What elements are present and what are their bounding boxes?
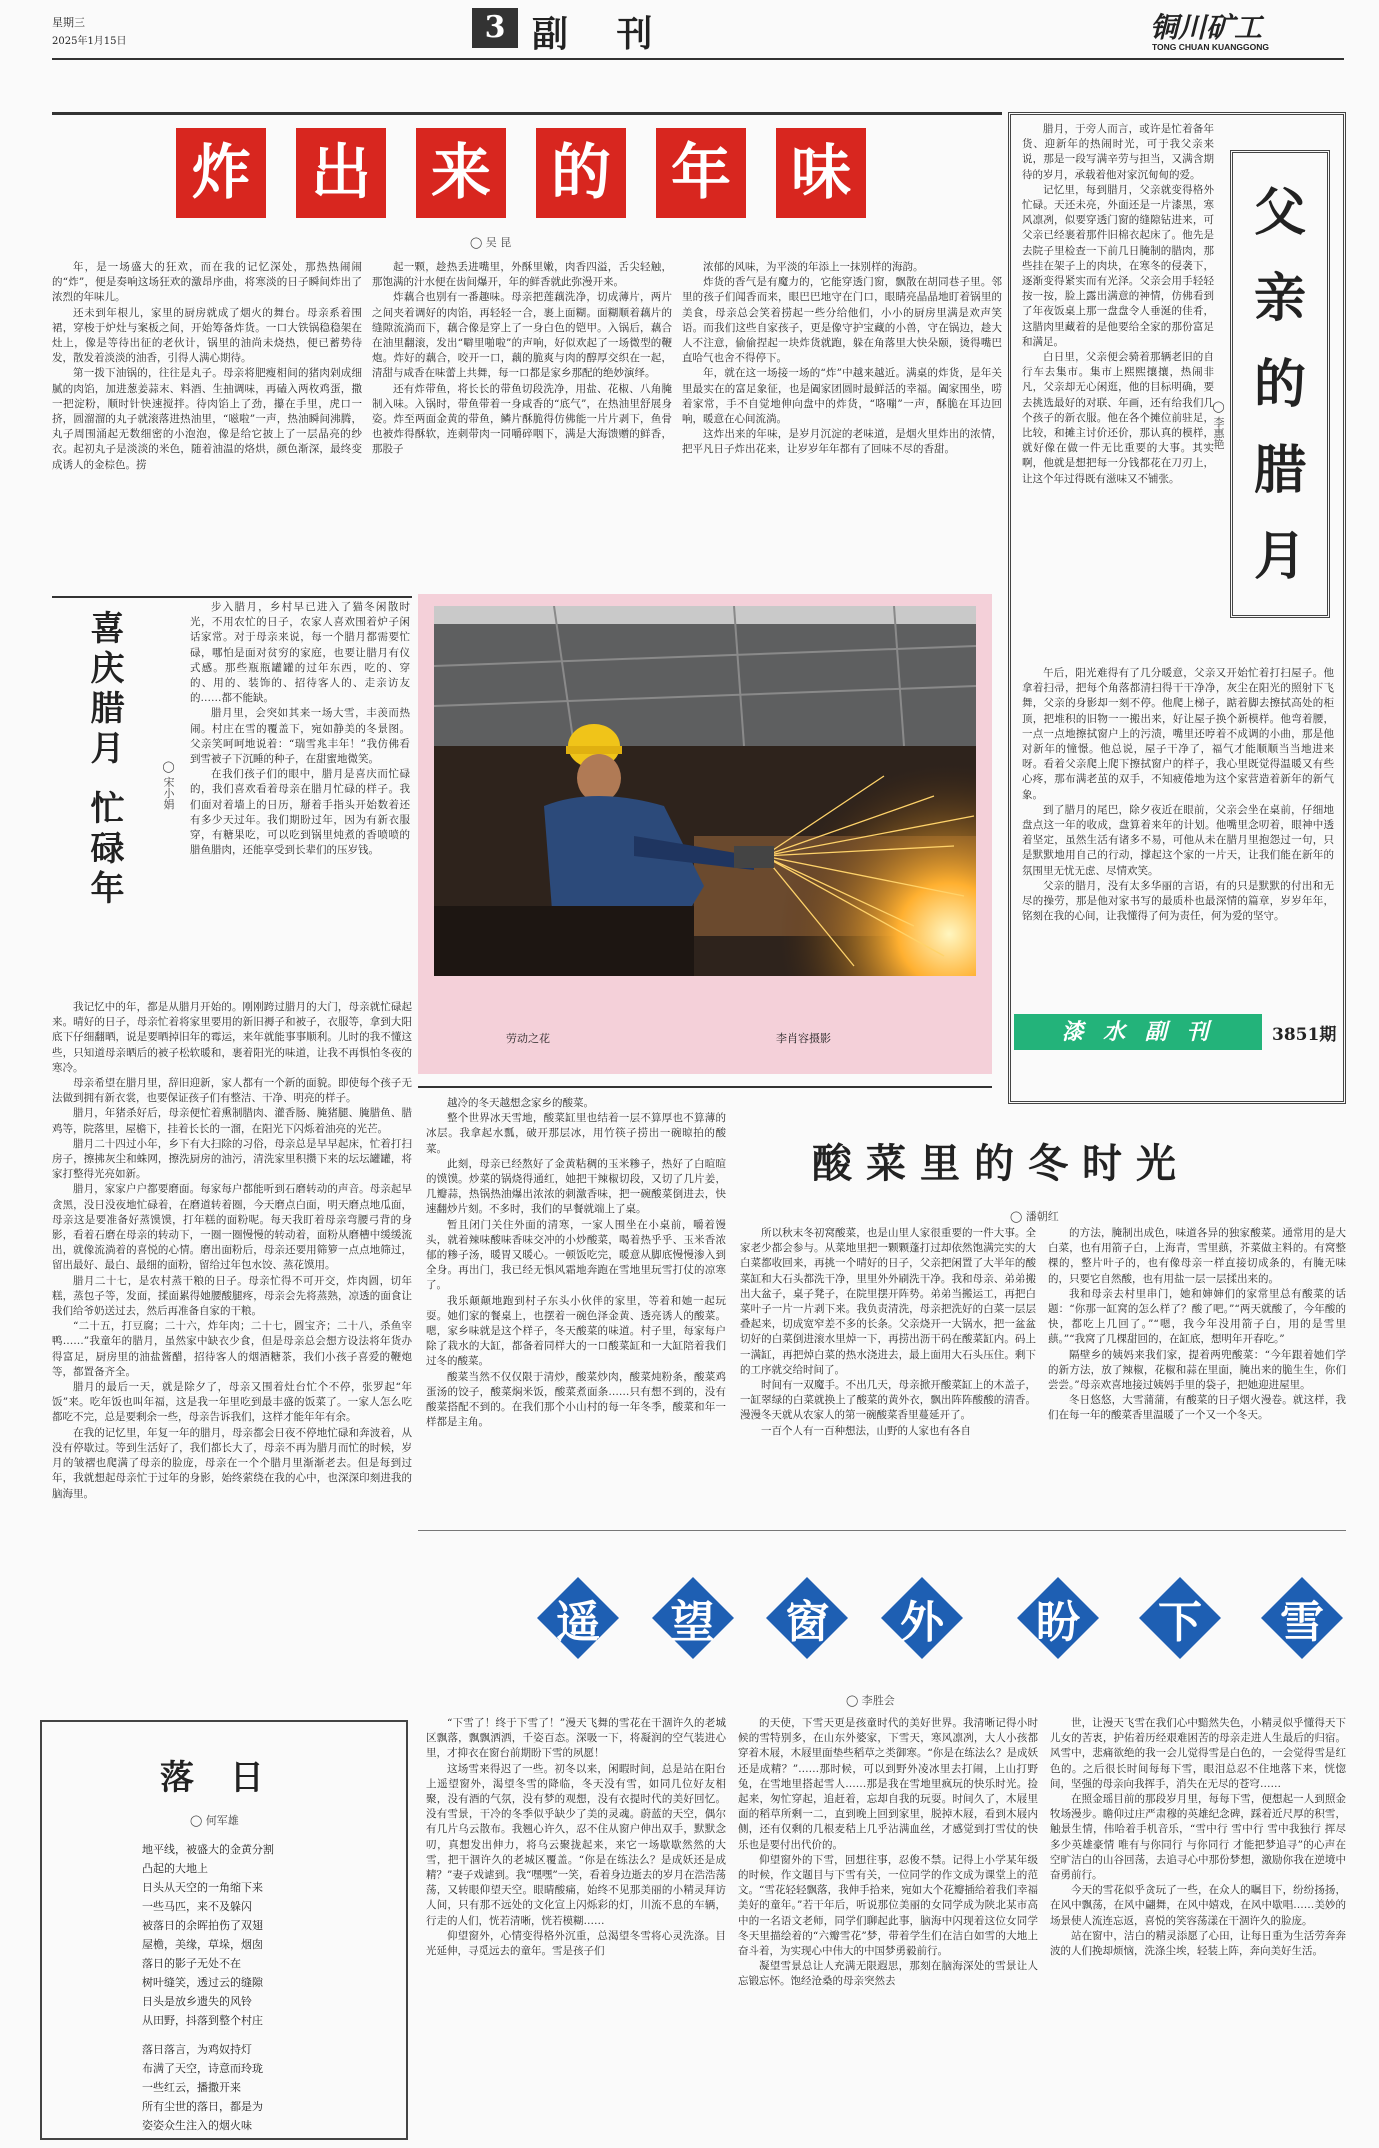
paragraph: 腊月二十七，是农村蒸干粮的日子。母亲忙得不可开交，炸肉圆，切年糕，蒸包子等，发面，揉面累得她腰酸腿疼，母亲会先将蒸熟，凉透的面食让我们给爷奶送过去，然后再准备自家的干粮。: [52, 1274, 412, 1318]
article1-col3: [682, 260, 1002, 530]
title-char: 亲: [1253, 268, 1306, 329]
article3-top-rule: [52, 596, 412, 598]
article5-title: 酸菜里的冬时光: [812, 1140, 1190, 1187]
title-char: 的: [1253, 354, 1306, 415]
article3-author: ◯ 宋小娟: [162, 760, 175, 810]
paragraph: 在我们孩子们的眼中，腊月是喜庆而忙碌的，我们喜欢看着母亲在腊月忙碌的样子。我们面对着墙上的日历，掰着手指头开始数着还有多少天过年。我们期盼过年，因为有新衣服穿，有糖果吃，可以吃到锅里炖煮的香喷喷的腊鱼腊肉，还能享受到长辈们的压岁钱。: [190, 768, 410, 857]
title-diamond-tile: 窗: [769, 1580, 845, 1656]
article6-title-right: [1020, 1580, 1340, 1666]
article6-col3: [1050, 1716, 1346, 2142]
issue-number: 3851期: [1272, 1025, 1337, 1045]
article2-upper: [1022, 122, 1214, 662]
masthead-date: 2025年1月15日: [52, 36, 127, 47]
poem-line: 屋檐，美缘，草垛，烟囱: [142, 1938, 263, 1951]
paragraph: 腊月，年猪杀好后，母亲便忙着熏制腊肉、灌香肠、腌猪腿、腌腊鱼、腊鸡等，院落里，屋檐下，挂着长长的一溜，在阳光下闪烁着油亮的光芒。: [52, 1107, 412, 1135]
paragraph: 世，让漫天飞雪在我们心中黯然失色，小精灵似乎懂得天下儿女的苦衷，护佑着历经艰难困苦的母亲走进人生最后的归宿。风雪中，悲痛欲绝的我一会儿觉得雪是白色的，一会觉得雪是红色的。之后很长时间每每下雪，眼泪总忍不住地落下来，恍惚间，坚强的母亲向我挥手，消失在无尽的苍穹……: [1050, 1717, 1346, 1790]
paragraph: 步入腊月，乡村早已进入了猫冬闲散时光，不用农忙的日子，农家人喜欢围着炉子闲话家常。对于母亲来说，每一个腊月都需要忙碌，哪怕是面对贫穷的家庭，也要让腊月有仪式感。那些瓶瓶罐罐的过年东西，吃的、穿的、用的、装饰的、招待客人的、走亲访友的……都不能缺。: [190, 601, 410, 705]
poem-line: 树叶缝笑，透过云的缝隙: [142, 1976, 263, 1989]
paragraph: 隔壁乡的姨妈来我们家，提着两兜酸菜：“今年跟着她们学的新方法，放了辣椒，花椒和蒜在里面，腌出来的脆生生，你们尝尝。”母亲欢喜地接过姨妈手里的袋子，把她迎进屋里。: [1048, 1348, 1346, 1392]
paragraph: 的天使，下雪天更是孩童时代的美好世界。我清晰记得小时候的雪特别多，在山东外婆家，下雪天，寒风凛冽，大人小孩都穿着木屐，木屐里面垫些稻草之类御寒。“你是在练法么？是成妖还是成精？”……那时候，可以到野外凌冰里去打闹，上山打野兔，在雪地里搭起雪人……那是我在雪地里疯玩的快乐时光。捡起来，匆忙穿起，追赶着，忘却自我的玩耍。时间久了，木屐里面的稻草所剩一二，直到晚上回到家里，脱掉木屐，看到木屐内侧，还有仅剩的几根麦秸上几乎沾满血丝，才感觉到打雪仗的快乐也是要付出代价的。: [738, 1717, 1038, 1851]
article6-top-rule: [418, 1530, 1346, 1531]
article5-top-rule: [418, 1086, 992, 1088]
title-diamond-tile: 盼: [1020, 1580, 1096, 1656]
paragraph: 站在窗中，洁白的精灵添愿了心田，让每日重为生活劳奔奔波的人们挽却烦恼，洗涤尘埃，轻装上阵，奔向美好生活。: [1050, 1929, 1346, 1958]
poem-line: 落日的影子无处不在: [142, 1957, 241, 1970]
paragraph: “下雪了！终于下雪了！”漫天飞舞的雪花在干涸许久的老城区飘落，飘飘洒洒，千姿百态。深吸一下，将凝润的空气装进心里，才抑衣在窗台前期盼下雪的夙愿！: [426, 1717, 726, 1760]
poem-line: 一些马匹，来不及躲闪: [142, 1900, 252, 1913]
title-diamond-tile: 外: [884, 1580, 960, 1656]
title-char-tile: 的: [536, 128, 626, 218]
article1-author: ◯ 吴 昆: [470, 236, 512, 249]
paragraph: 炸藕合也别有一番趣味。母亲把莲藕洗净，切成薄片，两片之间夹着调好的肉馅，再轻轻一合，裹上面糊。面糊顺着藕片的缝隙流淌而下，藕合像是穿上了一身白色的铠甲。入锅后，藕合在油里翻滚，发出“噼里啪啦”的声响，好似欢起了一场微型的鞭炮。炸好的藕合，咬开一口，藕的脆爽与肉的醇厚交织在一起，清甜与咸香在味蕾上共舞，每一口都是家乡那配的绝妙演绎。: [372, 291, 672, 380]
paragraph: 我记忆中的年，都是从腊月开始的。刚刚跨过腊月的大门，母亲就忙碌起来。晴好的日子，母亲忙着将家里要用的新旧褥子和被子，衣服等，拿到大阳底下仔细翻晒，说是要晒掉旧年的霉运，来年就能事事顺利。儿时的我不懂这些，只知道母亲晒后的被子松软暖和，裹着阳光的味道，让我不再惧怕冬夜的寒冷。: [52, 1001, 412, 1074]
poem-line: 日头是放乡遗失的风铃: [142, 1995, 252, 2008]
poem-line: 凸起的大地上: [142, 1862, 208, 1875]
paper-name-logo: 铜川矿工: [1150, 11, 1263, 44]
photo-worker-grinding: [434, 606, 976, 976]
article6-col2: [738, 1716, 1038, 2142]
article4-stanza1: [142, 1840, 274, 2030]
paragraph: 腊月的最后一天，就是除夕了，母亲又围着灶台忙个不停，张罗起“年饭”来。吃年饭也叫年福，这是我一年里吃到最丰盛的饭菜了。一家人怎么吃都吃不完，总是要剩余一些，母亲告诉我们，这样才能年年有余。: [52, 1381, 412, 1424]
masthead-weekday: 星期三: [52, 16, 85, 29]
title-char-tile: 味: [776, 128, 866, 218]
paragraph: 腊月，家家户户都要磨面。每家每户都能听到石磨转动的声音。母亲起早贪黑，没日没夜地忙碌着，在磨道转着圈，今天磨点白面，明天磨点地瓜面，母亲这是要准备好蒸馍馍，打年糕的面粉呢。每天我盯着母亲弯腰弓背的身影，看着石磨在母亲的转动下，一圈一圈慢慢的转动着，面粉从磨槽中缓缓流出，就像流淌着的喜悦的心情。磨出面粉后，母亲还要用筛箩一点点地筛过，留出最好、最白、最细的面粉，留给过年包水饺、蒸花馍用。: [52, 1183, 412, 1272]
paragraph: 的方法，腌制出成色，味道各异的独家酸菜。通常用的是大白菜，也有用箭子白，上海青，雪里蕻，芥菜做主料的。有窝整棵的，整片叶子的，也有像母亲一样直接切成条的，有腌无味的，只要它自然酸，也有用盐一层一层揉出来的。: [1048, 1227, 1346, 1285]
paragraph: 这场雪来得迟了一些。初冬以来，闲暇时间，总是站在阳台上遥望窗外，渴望冬雪的降临，冬天没有雪，如同几位好友相聚，没有酒的气氛，没有梦的观想，没有衣提时代的美好回忆。没有雪景，干冷的冬季似乎缺少了美的灵魂。蔚蓝的天空，偶尔有几片乌云散布。我翘心许久，忍不住从窗户伸出双手，默默念叨，真想发出伸力，将乌云聚拢起来，来它一场歇歇然然的大雪，把干涸许久的老城区覆盖。“你是在练法么？是成妖还是成精？”妻子戏谑到。我“嘿嘿”一笑，看着身边逝去的岁月在浩浩荡荡，又转眼仰望天空。眼睛酸痛，始终不见那美丽的小精灵拜访人间，只有那不远处的文化宣上闪烁彩的灯，川流不息的车辆，行走的人们，恍若清晰，恍若模糊……: [426, 1762, 726, 1927]
paragraph: 记忆里，每到腊月，父亲就变得格外忙碌。天还未亮，外面还是一片漆黑，寒风凛冽，似要穿透门窗的缝隙钻进来，可父亲已经裹着那件旧棉衣起床了。他先是去院子里检查一下前几日腌制的腊肉，那些挂在架子上的肉块，在寒冬的侵袭下，逐渐变得紧实而有光泽。父亲会用手轻轻按一按，脸上露出满意的神情，仿佛看到了年夜饭桌上那一盘盘令人垂涎的佳肴，这腊肉里藏着的是他要给全家的那份富足和满足。: [1022, 183, 1214, 348]
article4-stanza2: [142, 2040, 263, 2135]
paragraph: 今天的雪花似乎贪玩了一些，在众人的瞩目下，纷纷扬扬，在风中飘荡，在风中翩舞，在风中嬉戏，在风中歇唱……美妙的场景使人流连忘返，喜悦的笑容荡漾在干涸许久的脸庞。: [1050, 1884, 1346, 1927]
article1-col2: [372, 260, 672, 530]
poem-line: 落日落言，为鸡奴持灯: [142, 2043, 252, 2056]
poem-line: 姿姿众生注入的烟火味: [142, 2119, 252, 2132]
poem-line: 所有尘世的落日，都是为: [142, 2100, 263, 2113]
paragraph: 冬日悠悠，大雪蒲蒲，有酸菜的日子烟火漫卷。就这样，我们在每一年的酸菜香里温暖了一个又一个冬天。: [1048, 1394, 1346, 1422]
paragraph: 炸货的香气是有魔力的，它能穿透门窗，飘散在胡同巷子里。邻里的孩子们闻香而来，眼巴巴地守在门口，眼睛亮晶晶地盯着锅里的美食，母亲总会笑着捞起一些分给他们，小小的厨房里满是欢声笑语。而我们这些自家孩子，更是像守护宝藏的小兽，守在锅边，趁大人不注意，偷偷捏起一块炸货就跑，躲在角落里大快朵颐，烫得嘴巴直哈气也舍不得停下。: [682, 276, 1002, 365]
title-char-tile: 来: [416, 128, 506, 218]
paragraph: 母亲希望在腊月里，辞旧迎新，家人都有一个新的面貌。即使每个孩子无法做到拥有新衣裳，也要保证孩子们有整洁、干净、明亮的样子。: [52, 1077, 412, 1105]
article5-col-right: [1048, 1226, 1346, 1516]
paragraph: 腊月，于旁人而言，或许是忙着备年货、迎新年的热闹时光，可于我父亲来说，那是一段写满辛劳与担当，又满含期待的岁月，承载着他对家沉甸甸的爱。: [1022, 123, 1214, 181]
title-char-tile: 出: [296, 128, 386, 218]
paragraph: 父亲的腊月，没有太多华丽的言语，有的只是默默的付出和无尽的操劳，那是他对家书写的最质朴也最深情的篇章，岁岁年年，铭刻在我的心间，让我懂得了何为责任，何为爱的坚守。: [1022, 879, 1334, 923]
article1-col1: [52, 260, 362, 530]
article3-title-col2: 忙碌年: [84, 790, 124, 910]
supplement-banner: 漆 水 副 刊: [1014, 1014, 1262, 1050]
paragraph: “二十五，打豆腐；二十六，炸年肉；二十七，圆宝齐；二十八，杀鱼宰鸭……”我童年的腊月，虽然家中缺衣少食，但是母亲总会想方设法将年货办得富足，厨房里的油盐酱醋，招待客人的烟酒糖茶，我们小孩子喜爱的鞭炮等，都置备齐全。: [52, 1320, 412, 1378]
photo-caption: 劳动之花: [506, 1032, 550, 1045]
paragraph: 暂且闭门关住外面的清寒，一家人围坐在小桌前，嚼着馒头，就着辣味酸味香味交冲的小炒酸菜，喝着热乎乎、玉米香浓郁的糁子汤，暖胃又暖心。一顿饭吃完，暖意从脚底慢慢渗入到全身。再出门，我已经无惧风霜地奔跑在雪地里玩雪打仗的凉寒了。: [426, 1218, 726, 1292]
poem-line: 从田野，抖落到整个村庄: [142, 2014, 263, 2027]
paragraph: 浓郁的风味，为平淡的年添上一抹别样的海韵。: [703, 261, 924, 273]
paragraph: 凝望雪景总让人充满无限遐思，那刻在脑海深处的雪景让人忘锻忘怀。饱经沧桑的母亲突然去: [738, 1960, 1038, 1988]
paragraph: 这炸出来的年味，是岁月沉淀的老味道，是烟火里炸出的浓情，把平凡日子炸出花来，让岁岁年年都有了回味不尽的香甜。: [682, 428, 1002, 456]
paragraph: 一百个人有一百种想法，山野的人家也有各自: [761, 1424, 971, 1437]
section-title: 副 刊: [532, 13, 671, 55]
paragraph: 起一颗，趁热丢进嘴里，外酥里嫩，肉香四溢，舌尖轻触，那饱满的汁水便在齿间爆开，年的鲜香就此弥漫开来。: [372, 261, 672, 289]
article5-col-mid: [740, 1226, 1036, 1516]
paragraph: 年，就在这一场接一场的“炸”中越来越近。满桌的炸货，是年关里最实在的富足象征，也是阖家团圆时最鲜活的幸福。阖家围坐，唠着家常，手不自觉地伸向盘中的炸货，“咯嘣”一声，酥脆在耳边回响，暖意在心间流淌。: [682, 367, 1002, 426]
article3-upper: [190, 600, 410, 1000]
paragraph: 酸菜当然不仅仅限于清炒，酸菜炒肉，酸菜炖粉条，酸菜鸡蛋汤的饺子，酸菜焖米饭，酸菜煮面条……只有想不到的，没有酸菜搭配不到的。在我们那个小山村的每一年冬季，酸菜和年一样都是主角。: [426, 1370, 726, 1429]
paper-pinyin: TONG CHUAN KUANGGONG: [1152, 42, 1269, 52]
article6-col1: [426, 1716, 726, 2142]
paragraph: 第一拨下油锅的，往往是丸子。母亲将肥瘦相间的猪肉剁成细腻的肉馅，加进葱姜蒜末、料酒、生抽调味，再磕入两枚鸡蛋，撒一把淀粉，顺时针快速搅拌。待肉馅上了劲，攥在手里，虎口一挤，圆溜溜的丸子就滚落进热油里，“嗞啦”一声，热油瞬间沸腾，丸子周围涌起无数细密的小泡泡，像是给它披上了一层晶亮的纱衣。起初丸子是淡淡的米色，随着油温的烙烘，颜色渐深，最终变成诱人的金棕色。捞: [52, 367, 362, 471]
title-char: 月: [1253, 526, 1306, 587]
paragraph: 此刻，母亲已经熬好了金黄粘稠的玉米糁子，热好了白暄暄的馍馍。炒菜的锅烧得通红，她把干辣椒切段，又切了几片姜，几瓣蒜，热锅热油爆出浓浓的刺激香味，把一碗酸菜倒进去，快速翻炒片刻。不多时，我们的早餐就端上了桌。: [426, 1157, 726, 1216]
article2-title: [1246, 170, 1314, 600]
paragraph: 在照金瑶目前的那段岁月里，每每下雪，便想起一人到照金牧场漫步。瞻仰过庄严肃穆的英雄纪念碑，踩着近尺厚的积雪，触景生情，伟哈着手机音乐，“雪中行 雪中行 雪中我独行 挥尽多少英雄豪情 唯有与你同行 与你同行 才能把梦追寻”的心声在空旷洁白的山谷回荡，去追寻心中那份梦想，激励你我在逆境中奋勇前行。: [1050, 1793, 1346, 1882]
title-diamond-tile: 遥: [540, 1580, 616, 1656]
article4-author: ◯ 何军雄: [190, 1814, 239, 1827]
poem-line: 布满了天空，诗意而玲珑: [142, 2062, 263, 2075]
paragraph: 白日里，父亲便会骑着那辆老旧的自行车去集市。集市上熙熙攘攘，热闹非凡，父亲却无心闲逛，他的目标明确，要去挑选最好的对联、年画，还有给我们几个孩子的新衣服。他在各个摊位前驻足，比较，和摊主讨价还价，那认真的模样，就好像在做一件无比重要的大事。其实啊，他就是想把每一分钱都花在刀刃上，让这个年过得既有滋味又不铺张。: [1022, 351, 1214, 485]
article1-title: [176, 128, 866, 224]
paragraph: 在我的记忆里，年复一年的腊月，母亲都会日夜不停地忙碌和奔波着，从没有停歇过。等到生活好了，我们都长大了，母亲不再为腊月而忙的时候，岁月的皱褶也爬满了母亲的脸庞，母亲在一个个腊月里渐渐老去。但是每到过年，我就想起母亲忙于过年的身影，始终萦绕在我的心中，也深深印刻进我的脑海里。: [52, 1426, 412, 1500]
paragraph: 还有炸带鱼，将长长的带鱼切段洗净，用盐、花椒、八角腌制入味。入锅时，带鱼带着一身咸香的“底气”，在热油里舒展身姿。炸至两面金黄的带鱼，鳞片酥脆得仿佛能一片片剥下，鱼骨也被炸得酥软，连刺带肉一同嚼碎咽下，满是大海馈赠的鲜香，那股子: [372, 382, 672, 456]
article4-title: 落 日: [160, 1758, 276, 1798]
title-char-tile: 炸: [176, 128, 266, 218]
paragraph: 还未到年根儿，家里的厨房就成了烟火的舞台。母亲系着围裙，穿梭于炉灶与案板之间，开始筹备炸货。一口大铁锅稳稳架在灶上，像是等待出征的老伙计，锅里的油尚未烧热，便已蓄势待发，散发着淡淡的油香，引得人满心期待。: [52, 306, 362, 365]
paragraph: 我乐颠颠地跑到村子东头小伙伴的家里，等着和她一起玩耍。她们家的餐桌上，也摆着一碗色泽金黄、透亮诱人的酸菜。嗯，家乡味就是这个样子，冬天酸菜的味道。村子里，每家每户除了栽水的大缸，都备着同样大的一口酸菜缸和一大缸陪着我们过冬的酸菜。: [426, 1294, 726, 1368]
poem-line: 被落日的余晖拍伤了双翅: [142, 1919, 263, 1932]
photo-credit: 李肖容摄影: [776, 1032, 831, 1045]
paragraph: 年，是一场盛大的狂欢，而在我的记忆深处，那热热闹闹的“炸”，便是奏响这场狂欢的激昂序曲，将寒淡的日子瞬间炸出了浓烈的年味儿。: [52, 261, 362, 304]
paragraph: 到了腊月的尾巴，除夕夜近在眼前，父亲会坐在桌前，仔细地盘点这一年的收成，盘算着来年的计划。他嘴里念叨着，眼神中透着坚定，虽然生活有诸多不易，可他从未在腊月里抱怨过一句，只是默默地用自己的行动，撑起这个家的一片天，让我们能在新年的氛围里无忧无虑、尽情欢笑。: [1022, 803, 1334, 877]
paragraph: 整个世界冰天雪地，酸菜缸里也结着一层不算厚也不算薄的冰层。我拿起水瓢，破开那层冰，用竹筷子捞出一碗晾拍的酸菜。: [426, 1112, 726, 1155]
title-diamond-tile: 雪: [1264, 1580, 1340, 1656]
paragraph: 午后，阳光难得有了几分暖意，父亲又开始忙着打扫屋子。他拿着扫帚，把每个角落都清扫得干干净净，灰尘在阳光的照射下飞舞，父亲的身影却一刻不停。他爬上梯子，踮着脚去擦拭高处的柜顶，把堆积的旧物一一搬出来，好让屋子换个新模样。他弯着腰，一点一点地擦拭窗户上的污渍，嘴里还哼着不成调的小曲，那是他对新年的憧憬。他总说，屋子干净了，福气才能顺顺当当地进来呀。看着父亲爬上爬下擦拭窗户的样子，我心里既觉得温暖又有些心疼，那布满老茧的双手，不知疲倦地为这个家营造着新年的新气象。: [1022, 667, 1334, 801]
article5-author: ◯ 潘朝红: [1010, 1210, 1059, 1223]
article1-top-rule: [52, 112, 1002, 115]
article3-lower: [52, 1000, 412, 1680]
paragraph: 仰望窗外，心情变得格外沉重，总渴望冬雪将心灵洗涤。目光延伸，寻觅远去的童年。雪是孩子们: [426, 1929, 726, 1958]
paragraph: 仰望窗外的下雪，回想往事，忍俊不禁。记得上小学某年级的时候，作文题目与下雪有关，一位同学的作文成为课堂上的范文。“雪花轻轻飘落，我伸手拾来，宛如大个花瓣插给着我们幸福美好的童年。”若干年后，听说那位美丽的女同学成为陕北某市高中的一名语文老师，同学们聊起此事，脑海中闪现着这位女同学冬天里描绘着的“六瓣雪花”梦，带着学生们在洁白如雪的大地上奋斗着，为实现心中伟大的中国梦勇毅前行。: [738, 1853, 1038, 1958]
title-diamond-tile: 下: [1142, 1580, 1218, 1656]
article6-title-left: [540, 1580, 960, 1666]
poem-line: 一些红云，播撒开来: [142, 2081, 241, 2094]
paragraph: 我和母亲去村里串门，她和婶婶们的家常里总有酸菜的话题：“你那一缸窝的怎么样了？酸了吧。”“两天就酸了，今年酸的快，都吃上几回了。”“嗯，我今年没用箭子白，用的是雪里蕻。”“我窝了几棵甜回的，在缸底，想明年开春吃。”: [1048, 1287, 1346, 1346]
masthead-rule: [52, 58, 1344, 60]
article6-author: ◯ 李胜会: [846, 1694, 895, 1707]
page-number-badge: 3: [472, 8, 518, 48]
paragraph: 腊月二十四过小年，乡下有大扫除的习俗，母亲总是早早起床，忙着打扫房子，擦拂灰尘和蛛网，擦洗厨房的油污，清洗家里积攒下来的坛坛罐罐，将家打整得光亮如新。: [52, 1137, 412, 1181]
title-char: 父: [1253, 182, 1306, 243]
paragraph: 所以秋末冬初窝酸菜，也是山里人家很重要的一件大事。全家老少都会参与。从菜地里把一颗颗蓬打过却依然饱满完实的大白菜都收回来，再挑一个晴好的日子，父亲把闲置了大半年的酸菜缸和大石头都洗干净，里里外外刷洗干净。我和母亲、弟弟搬出大盆子，桌子凳子，在院里摆开阵势。弟弟当搬运工，再把白菜叶子一片一片剥下来。我负责清洗，母亲把洗好的白菜一层层叠起来，切成宽窄差不多的长条。父亲烧开一大锅水，把一盆盆切好的白菜倒进滚水里焯一下，再捞出沥干码在酸菜缸内。码上一满缸，再把焯白菜的热水浇进去，最上面用大石头压住。剩下的工序就交给时间了。: [740, 1227, 1036, 1376]
article2-author: ◯ 李惠艳: [1212, 400, 1225, 450]
article5-col-left: [426, 1096, 726, 1516]
poem-line: 地平线，被盛大的金黄分割: [142, 1843, 274, 1856]
article3-title-col1: 喜庆腊月: [84, 610, 124, 770]
paragraph: 越冷的冬天越想念家乡的酸菜。: [447, 1097, 594, 1109]
title-diamond-tile: 望: [655, 1580, 731, 1656]
title-char-tile: 年: [656, 128, 746, 218]
poem-line: 日头从天空的一角缩下来: [142, 1881, 263, 1894]
paragraph: 腊月里，会突如其来一场大雪，丰羡而热闹。村庄在雪的覆盖下，宛如静美的冬景图。父亲笑呵呵地说着：“瑞雪兆丰年！”我仿佛看到雪被子下沉睡的种子，在甜蜜地微笑。: [190, 707, 410, 766]
paragraph: 时间有一双魔手。不出几天，母亲掀开酸菜缸上的木盖子，一缸翠绿的白菜就换上了酸菜的黄外衣，飘出阵阵酸酸的清香。漫漫冬天就从农家人的第一碗酸菜香里蔓延开了。: [740, 1379, 1036, 1422]
title-char: 腊: [1253, 440, 1306, 501]
